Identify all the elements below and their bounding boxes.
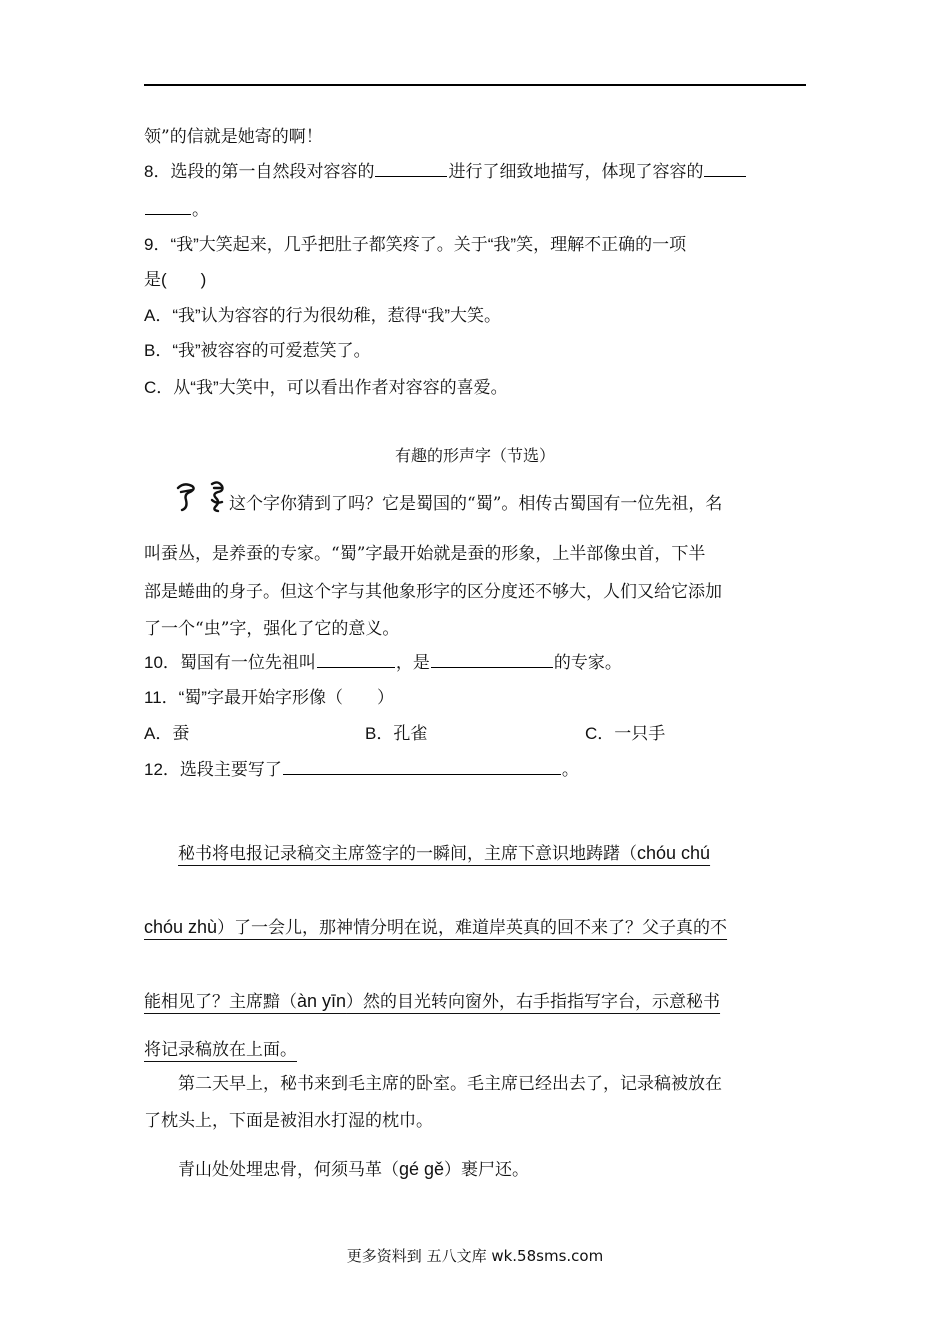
p3-p3-text-a: 青山处处埋忠骨，何须马革（: [178, 1160, 399, 1180]
q8-text-c: 。: [192, 200, 209, 219]
question-10: [144, 651, 622, 675]
q8-text-b: 进行了细致地描写，体现了容容的: [448, 162, 704, 181]
question-9-option-b: B．“我”被容容的可爱惹笑了。: [144, 341, 371, 360]
ancient-shu-glyph-icon: [172, 478, 232, 514]
p3-l3-pinyin: àn yīn: [297, 991, 347, 1011]
q10-blank-1[interactable]: [317, 666, 395, 668]
question-11-option-b: B．孔雀: [365, 724, 428, 743]
q8-blank-2a[interactable]: [704, 175, 746, 177]
question-11-stem: 11．“蜀”字最开始字形像（ ）: [144, 688, 394, 707]
q12-text-a: 12．选段主要写了: [144, 760, 282, 779]
passage-2-line-2: 叫蚕丛，是养蚕的专家。“蜀”字最开始就是蚕的形象，上半部像虫首，下半: [144, 544, 706, 564]
q8-blank-1[interactable]: [375, 175, 447, 177]
question-8-line1: [144, 160, 747, 184]
p3-l3-text-b: ）然的目光转向窗外，右手指指写字台，示意秘书: [346, 992, 721, 1012]
p3-p3-text-b: ）裹尸还。: [444, 1160, 530, 1180]
p3-l2-text: ）了一会儿，那神情分明在说，难道岸英真的回不来了？父子真的不: [217, 918, 728, 938]
passage-3-line-2: [144, 915, 727, 940]
p3-l1-text: 秘书将电报记录稿交主席签字的一瞬间，主席下意识地踌躇（: [178, 844, 637, 864]
p3-p3-pinyin: gé gě: [399, 1159, 445, 1179]
question-11-option-a: A．蚕: [144, 724, 190, 743]
q10-text-c: 的专家。: [553, 653, 622, 672]
p3-l1-pinyin: chóu chú: [637, 843, 711, 863]
p3-l2-pinyin: chóu zhù: [144, 917, 218, 937]
q8-blank-2b[interactable]: [145, 213, 191, 215]
passage-3-line-4: 将记录稿放在上面。: [144, 1040, 297, 1060]
question-9-option-a: A．“我”认为容容的行为很幼稚，惹得“我”大笑。: [144, 306, 501, 325]
question-11-option-c: C．一只手: [585, 724, 666, 743]
header-rule: [144, 84, 806, 86]
prev-question-tail: 领”的信就是她寄的啊！: [144, 127, 323, 147]
q8-text-a: 8．选段的第一自然段对容容的: [144, 162, 375, 181]
passage-2-line-4: 了一个“虫”字，强化了它的意义。: [144, 619, 400, 639]
passage-3-p3: [178, 1157, 529, 1182]
passage-2-title: 有趣的形声字（节选）: [394, 446, 555, 465]
q12-text-b: 。: [561, 760, 579, 779]
question-9-option-c: C．从“我”大笑中，可以看出作者对容容的喜爱。: [144, 378, 508, 397]
passage-2-line-1: 这个字你猜到了吗？它是蜀国的“蜀”。相传古蜀国有一位先祖，名: [229, 494, 723, 514]
question-9-stem-2: 是( ): [144, 270, 207, 289]
q10-text-a: 10．蜀国有一位先祖叫: [144, 653, 316, 672]
footer-watermark: 更多资料到 五八文库 wk.58sms.com: [346, 1247, 604, 1265]
q12-blank[interactable]: [283, 773, 561, 775]
passage-2-line-3: 部是蜷曲的身子。但这个字与其他象形字的区分度还不够大，人们又给它添加: [144, 582, 722, 602]
passage-3-line-3: [144, 989, 720, 1014]
q10-text-b: ，是: [395, 653, 430, 672]
passage-3-line-1: [178, 841, 710, 866]
q10-blank-2[interactable]: [431, 666, 553, 668]
passage-3-p2-line-1: 第二天早上，秘书来到毛主席的卧室。毛主席已经出去了，记录稿被放在: [178, 1074, 722, 1094]
question-9-stem-1: 9．“我”大笑起来，几乎把肚子都笑疼了。关于“我”笑，理解不正确的一项: [144, 235, 687, 254]
p3-l3-text-a: 能相见了？主席黯（: [144, 992, 297, 1012]
question-12: [144, 758, 579, 782]
question-8-line2: [144, 198, 209, 222]
passage-3-p2-line-2: 了枕头上，下面是被泪水打湿的枕巾。: [144, 1111, 433, 1131]
